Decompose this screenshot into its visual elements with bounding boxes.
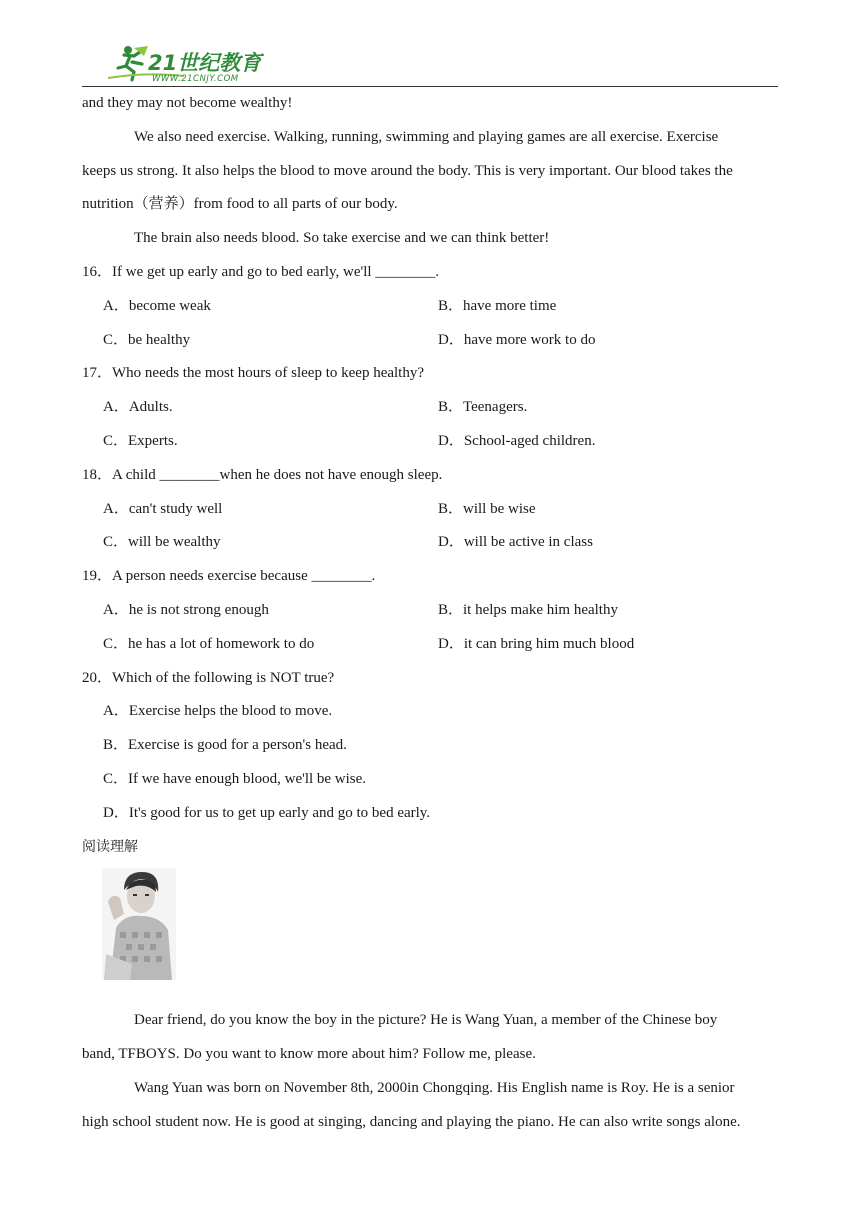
question-stem-19: 19．A person needs exercise because ________. bbox=[82, 568, 376, 585]
option-d: D．have more work to do bbox=[438, 331, 596, 348]
option-c: C．he has a lot of homework to do bbox=[103, 635, 315, 652]
option-d: D．will be active in class bbox=[438, 534, 593, 551]
option-a: A．he is not strong enough bbox=[103, 601, 269, 618]
passage-line: Dear friend, do you know the boy in the picture? He is Wang Yuan, a member of the Chinese boy bbox=[134, 1012, 718, 1029]
option-row bbox=[82, 391, 782, 425]
option-row bbox=[82, 594, 782, 628]
passage-line: high school student now. He is good at singing, dancing and playing the piano. He can also write songs alone. bbox=[82, 1113, 741, 1130]
question-stem-18: 18．A child ________when he does not have enough sleep. bbox=[82, 466, 443, 483]
site-logo bbox=[104, 42, 264, 84]
option-b: B．Teenagers. bbox=[438, 399, 528, 416]
page-header bbox=[82, 40, 778, 87]
option-c: C．be healthy bbox=[103, 331, 191, 348]
question-stem-17: 17．Who needs the most hours of sleep to keep healthy? bbox=[82, 365, 424, 382]
option-d: D．It's good for us to get up early and go to bed early. bbox=[103, 804, 431, 821]
passage-line: band, TFBOYS. Do you want to know more about him? Follow me, please. bbox=[82, 1046, 536, 1063]
option-c: C．If we have enough blood, we'll be wise. bbox=[103, 770, 367, 787]
option-c: C．will be wealthy bbox=[103, 534, 221, 551]
option-b: B．have more time bbox=[438, 297, 557, 314]
question-stem-20: 20．Which of the following is NOT true? bbox=[82, 669, 335, 686]
option-a: A．Exercise helps the blood to move. bbox=[103, 703, 333, 720]
option-d: D．it can bring him much blood bbox=[438, 635, 635, 652]
svg-text:WWW.21CNJY.COM: WWW.21CNJY.COM bbox=[152, 74, 239, 84]
option-d: D．School-aged children. bbox=[438, 432, 596, 449]
document-body bbox=[82, 87, 782, 1140]
option-row bbox=[82, 628, 782, 662]
passage-line: Wang Yuan was born on November 8th, 2000in Chongqing. His English name is Roy. He is a senior bbox=[134, 1079, 735, 1096]
passage-line: The brain also needs blood. So take exercise and we can think better! bbox=[134, 230, 550, 247]
option-row bbox=[82, 493, 782, 527]
boy-photo bbox=[102, 868, 176, 980]
option-c: C．Experts. bbox=[103, 432, 178, 449]
option-row bbox=[82, 526, 782, 560]
passage-line: We also need exercise. Walking, running, swimming and playing games are all exercise. Exercise bbox=[134, 128, 719, 145]
option-b: B．it helps make him healthy bbox=[438, 601, 618, 618]
passage-line: and they may not become wealthy! bbox=[82, 95, 293, 111]
option-b: B．Exercise is good for a person's head. bbox=[103, 737, 347, 754]
option-row bbox=[82, 290, 782, 324]
question-stem-16: 16．If we get up early and go to bed early, we'll ________. bbox=[82, 263, 440, 280]
option-b: B．will be wise bbox=[438, 500, 536, 517]
option-row bbox=[82, 425, 782, 459]
section-title: 阅读理解 bbox=[82, 838, 138, 855]
option-row bbox=[82, 324, 782, 358]
svg-text:21世纪教育: 21世纪教育 bbox=[148, 51, 262, 75]
option-a: A．become weak bbox=[103, 297, 211, 314]
passage-line: keeps us strong. It also helps the blood to move around the body. This is very important. Our blood takes the bbox=[82, 162, 733, 179]
option-a: A．can't study well bbox=[103, 500, 223, 517]
option-a: A．Adults. bbox=[103, 399, 173, 416]
photo-container bbox=[82, 864, 782, 1004]
passage-line: nutrition（营养）from food to all parts of our body. bbox=[82, 196, 398, 213]
